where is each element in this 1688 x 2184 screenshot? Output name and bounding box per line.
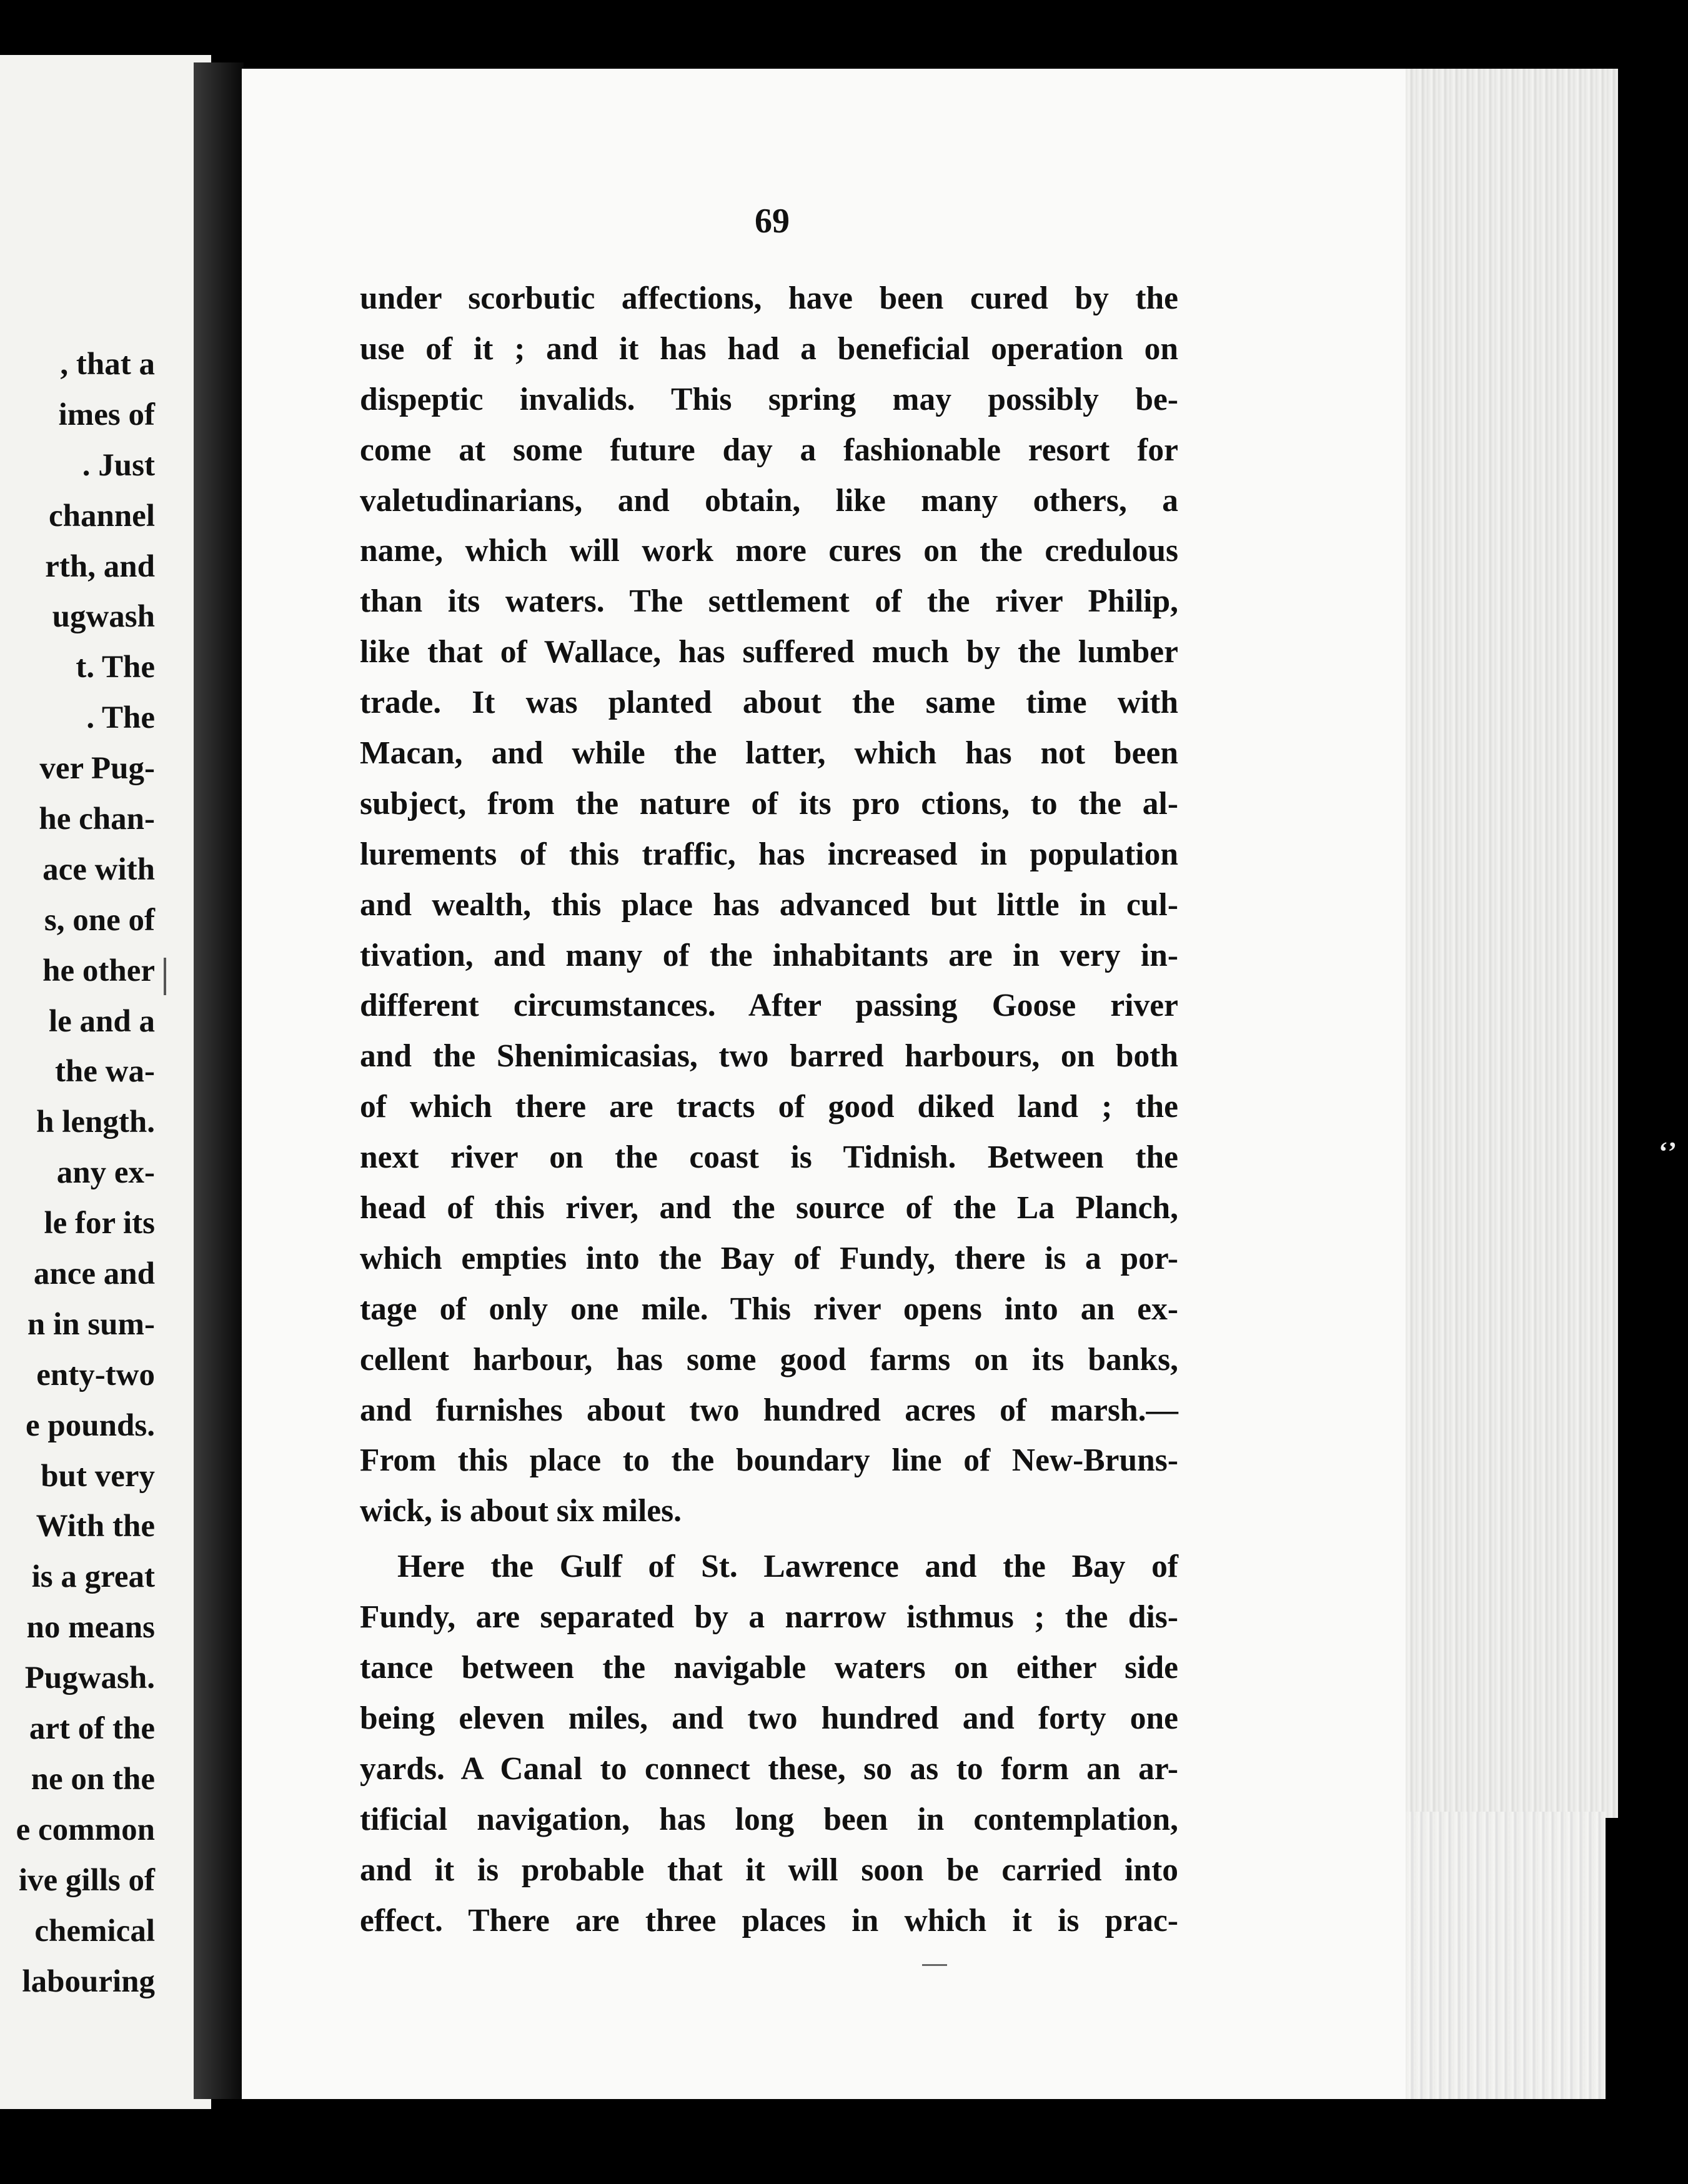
text-line: wick, is about six miles.: [360, 1493, 682, 1529]
page-edges-lower: [1406, 1812, 1606, 2099]
edge-mark: ‘’: [1659, 1136, 1677, 1167]
text-line: head of this river, and the source of the La Planch,: [360, 1190, 1178, 1226]
left-text-line: the wa-: [54, 1054, 155, 1090]
left-text-line: any ex-: [56, 1155, 155, 1191]
left-text-line: , that a: [60, 347, 155, 382]
left-text-line: is a great: [31, 1559, 155, 1595]
text-line: Fundy, are separated by a narrow isthmus ; the dis-: [360, 1599, 1178, 1636]
left-text-line: ver Pug-: [39, 751, 155, 787]
text-line: which empties into the Bay of Fundy, there is a por-: [360, 1240, 1178, 1276]
text-line: valetudinarians, and obtain, like many others, a: [360, 482, 1178, 519]
page-number: 69: [755, 202, 790, 241]
left-text-line: he chan-: [39, 802, 155, 837]
text-line: dispeptic invalids. This spring may possibly be-: [360, 381, 1178, 417]
left-text-line: ne on the: [31, 1761, 155, 1797]
text-line: like that of Wallace, has suffered much by the lumber: [360, 634, 1178, 670]
left-text-line: chemical: [34, 1913, 155, 1948]
text-line: and the Shenimicasias, two barred harbours, on both: [360, 1038, 1178, 1075]
text-line: and wealth, this place has advanced but little in cul-: [360, 886, 1178, 923]
text-line: next river on the coast is Tidnish. Between the: [360, 1139, 1178, 1176]
left-text-line: le for its: [44, 1206, 155, 1241]
text-line: being eleven miles, and two hundred and forty one: [360, 1700, 1178, 1736]
left-text-line: n in sum-: [27, 1306, 155, 1342]
left-text-line: s, one of: [44, 902, 155, 938]
text-line: cellent harbour, has some good farms on its banks,: [360, 1341, 1178, 1377]
text-line: use of it ; and it has had a beneficial operation on: [360, 330, 1178, 367]
text-line: tage of only one mile. This river opens into an ex-: [360, 1291, 1178, 1327]
text-line: trade. It was planted about the same time with: [360, 685, 1178, 721]
left-page-text: [16, 339, 155, 2007]
left-text-line: art of the: [29, 1711, 155, 1747]
text-line: subject, from the nature of its pro ctions, to the al-: [360, 785, 1178, 821]
text-line: and furnishes about two hundred acres of marsh.—: [360, 1392, 1178, 1428]
page-edges: [1406, 69, 1618, 1818]
text-line: name, which will work more cures on the credulous: [360, 533, 1178, 569]
left-text-line: ive gills of: [18, 1862, 155, 1898]
left-text-line: e pounds.: [26, 1407, 155, 1443]
left-text-line: enty-two: [36, 1357, 155, 1392]
left-text-line: Pugwash.: [24, 1660, 155, 1696]
text-line: different circumstances. After passing Goose river: [360, 988, 1178, 1024]
text-line: come at some future day a fashionable resort for: [360, 432, 1178, 468]
margin-mark: [164, 958, 166, 995]
left-page-fragment: [0, 55, 211, 2109]
body-text: [360, 274, 1178, 1946]
left-text-line: ance and: [33, 1256, 155, 1292]
left-text-line: channel: [48, 498, 155, 534]
text-line: effect. There are three places in which it is prac-: [360, 1902, 1178, 1938]
text-line: Macan, and while the latter, which has not been: [360, 735, 1178, 772]
left-text-line: e common: [16, 1812, 155, 1847]
text-line: lurements of this traffic, has increased in population: [360, 836, 1178, 872]
left-text-line: le and a: [48, 1003, 155, 1039]
text-line: and it is probable that it will soon be carried into: [360, 1852, 1178, 1888]
gutter-shadow: [194, 62, 244, 2099]
left-text-line: . Just: [82, 447, 155, 483]
text-line: tificial navigation, has long been in contemplation,: [360, 1801, 1178, 1837]
text-line: than its waters. The settlement of the river Philip,: [360, 583, 1178, 620]
text-line: tivation, and many of the inhabitants are in very in-: [360, 937, 1178, 973]
text-line: Here the Gulf of St. Lawrence and the Bay of: [397, 1549, 1178, 1585]
left-text-line: imes of: [58, 397, 155, 432]
text-line: of which there are tracts of good diked land ; the: [360, 1089, 1178, 1125]
left-text-line: labouring: [22, 1963, 155, 1999]
text-line: yards. A Canal to connect these, so as to form an ar-: [360, 1750, 1178, 1787]
left-text-line: ace with: [42, 851, 155, 887]
text-line: From this place to the boundary line of New-Bruns-: [360, 1442, 1178, 1479]
scan-border: [242, 2099, 1616, 2184]
text-line: under scorbutic affections, have been cured by the: [360, 280, 1178, 316]
left-text-line: . The: [86, 700, 155, 736]
left-text-line: h length.: [36, 1104, 155, 1140]
left-text-line: he other: [42, 953, 155, 988]
left-text-line: but very: [41, 1458, 155, 1494]
left-text-line: With the: [36, 1509, 155, 1544]
left-text-line: no means: [26, 1610, 155, 1645]
text-line: tance between the navigable waters on either side: [360, 1650, 1178, 1686]
left-text-line: ugwash: [52, 599, 155, 635]
left-text-line: rth, and: [45, 548, 155, 584]
footer-mark: [922, 1964, 947, 1966]
left-text-line: t. The: [76, 650, 155, 685]
